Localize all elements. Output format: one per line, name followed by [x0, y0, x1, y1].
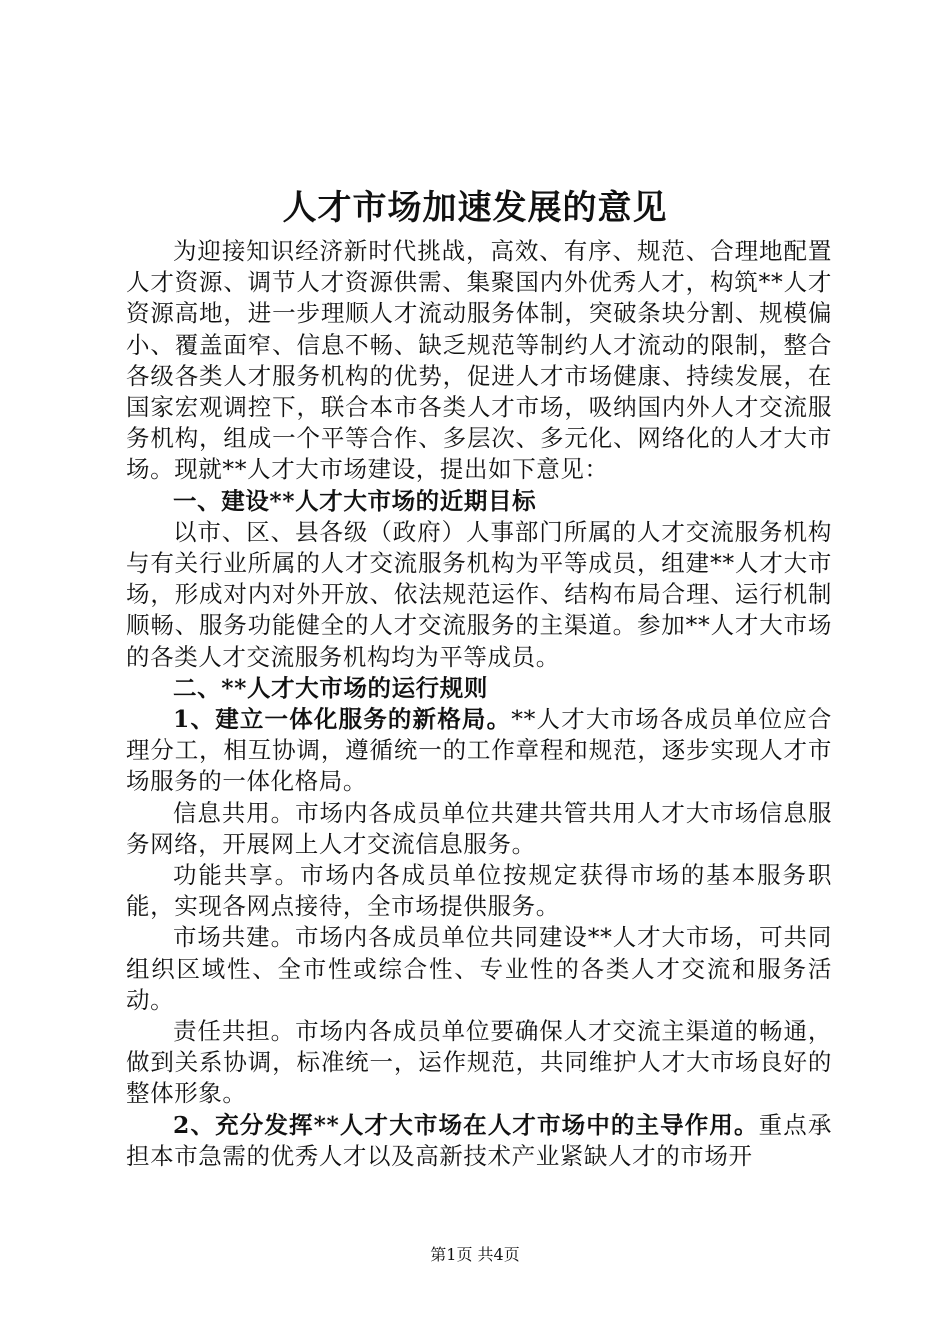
item-function-sharing: 功能共享。市场内各成员单位按规定获得市场的基本服务职能，实现各网点接待，全市场提供服务。 — [126, 861, 832, 921]
rule-2-paragraph — [126, 1110, 832, 1172]
item-shared-responsibility: 责任共担。市场内各成员单位要确保人才交流主渠道的畅通，做到关系协调，标准统一，运作规范，共同维护人才大市场良好的整体形象。 — [126, 1017, 832, 1108]
rule-1-text: **人才大市场各成员单位应合理分工，相互协调，遵循统一的工作章程和规范，逐步实现人才市场服务的一体化格局。 — [126, 705, 832, 796]
rule-1-lead: 1、建立一体化服务的新格局。 — [173, 705, 512, 734]
section-goals-paragraph: 以市、区、县各级（政府）人事部门所属的人才交流服务机构与有关行业所属的人才交流服务机构为平等成员，组建**人才大市场，形成对内对外开放、依法规范运作、结构布局合理、运行机制顺畅、服务功能健全的人才交流服务的主渠道。参加**人才大市场的各类人才交流服务机构均为平等成员。 — [126, 517, 832, 671]
rule-1-paragraph — [126, 704, 832, 798]
page-footer: 第1页 共4页 — [430, 1245, 520, 1264]
rule-2-text: 重点承担本市急需的优秀人才以及高新技术产业紧缺人才的市场开 — [126, 1110, 832, 1170]
document-body — [126, 236, 832, 1172]
item-info-sharing: 信息共用。市场内各成员单位共建共管共用人才大市场信息服务网络，开展网上人才交流信息服务。 — [126, 798, 832, 858]
rule-2-lead: 2、充分发挥**人才大市场在人才市场中的主导作用。 — [173, 1110, 759, 1139]
section-heading-rules: 二、**人才大市场的运行规则 — [173, 673, 488, 702]
intro-paragraph: 为迎接知识经济新时代挑战，高效、有序、规范、合理地配置人才资源、调节人才资源供需、集聚国内外优秀人才，构筑**人才资源高地，进一步理顺人才流动服务体制，突破条块分割、规模偏小、覆盖面窄、信息不畅、缺乏规范等制约人才流动的限制，整合各级各类人才服务机构的优势，促进人才市场健康、持续发展，在国家宏观调控下，联合本市各类人才市场，吸纳国内外人才交流服务机构，组成一个平等合作、多层次、多元化、网络化的人才大市场。现就**人才大市场建设，提出如下意见： — [126, 237, 832, 484]
item-market-building: 市场共建。市场内各成员单位共同建设**人才大市场，可共同组织区域性、全市性或综合性、专业性的各类人才交流和服务活动。 — [126, 923, 832, 1014]
document-title: 人才市场加速发展的意见 — [282, 188, 668, 228]
section-heading-goals: 一、建设**人才大市场的近期目标 — [173, 486, 537, 515]
